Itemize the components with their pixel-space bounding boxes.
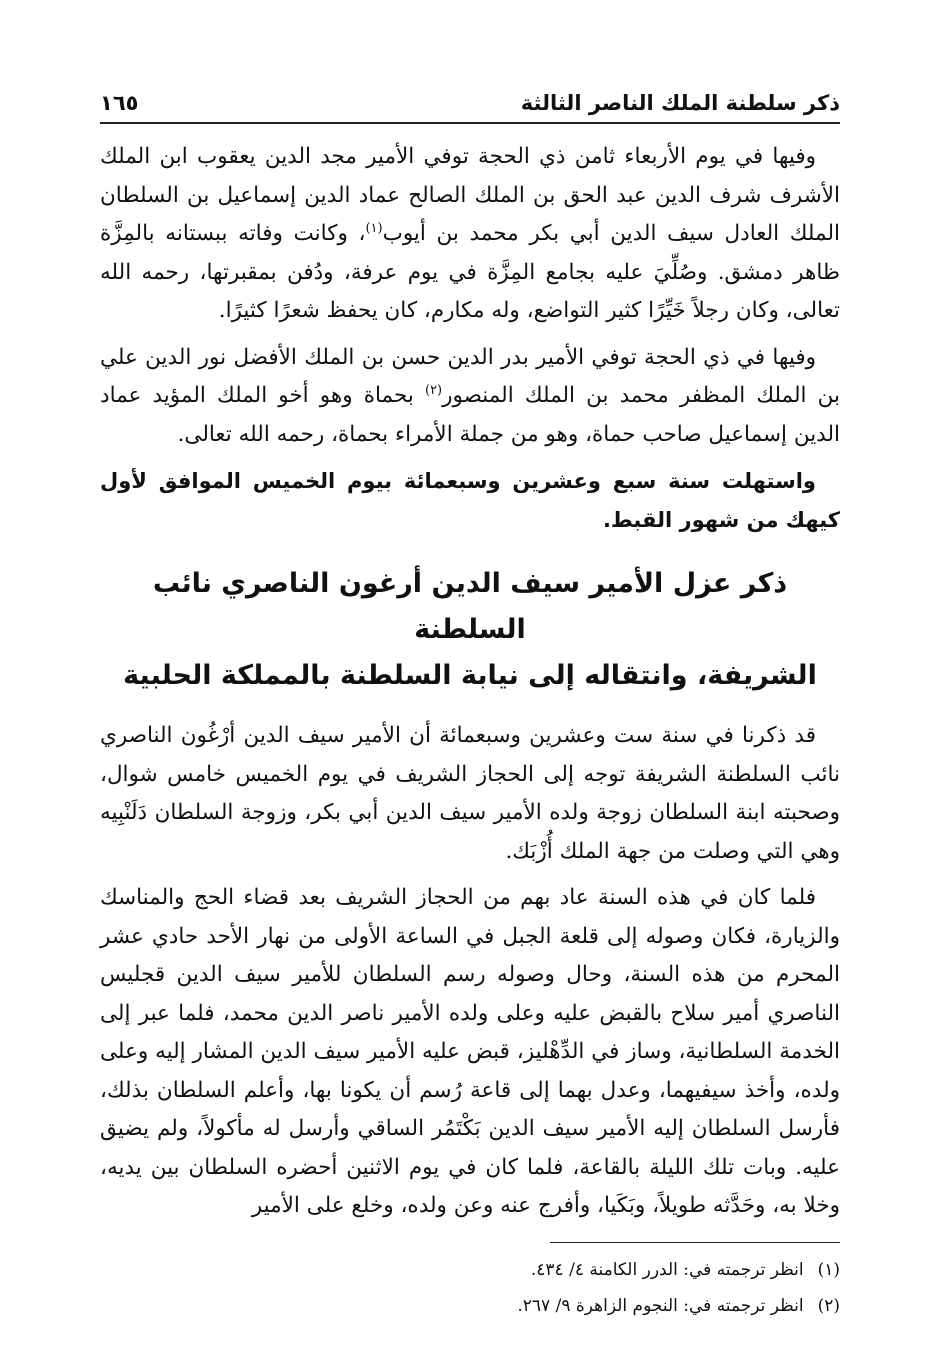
header-rule <box>100 122 840 124</box>
main-text <box>100 138 840 1234</box>
page-number: ١٦٥ <box>100 91 139 115</box>
footnote-number: (٢) <box>817 1296 840 1316</box>
footnote <box>100 1252 840 1288</box>
section-title <box>100 561 840 699</box>
footnote <box>100 1288 840 1324</box>
footnote-reference[interactable]: (١) <box>365 220 383 236</box>
paragraph-text: وفيها في يوم الأربعاء ثامن ذي الحجة توفي الأمير مجد الدين يعقوب ابن الملك الأشرف شرف الدين عبد الحق بن الملك الصالح عماد الدين إسماعيل بن السلطان الملك العادل سيف الدين أبي بكر محمد بن أيوب <box>100 144 841 246</box>
running-head <box>100 88 840 118</box>
footnote-text: انظر ترجمته في: النجوم الزاهرة ٩/ ٢٦٧. <box>517 1296 804 1316</box>
paragraph: فلما كان في هذه السنة عاد بهم من الحجاز الشريف بعد قضاء الحج والمناسك والزيارة، فكان وصوله إلى قلعة الجبل في الساعة الأولى من نهار الأحد حادي عشر المحرم من هذه السنة، وحال وصوله رسم السلطان للأمير سيف الدين قجليس الناصري أمير سلاح بالقبض عليه وعلى ولده الأمير ناصر الدين محمد، فلما عبر إلى الخدمة السلطانية، وساز في الدِّهْليز، قبض عليه الأمير سيف الدين المشار إليه وعلى ولده، وأخذ سيفيهما، وعدل بهما إلى قاعة رُسم أن يكونا بها، وأعلم السلطان بذلك، فأرسل السلطان إليه الأمير سيف الدين بَكْتَمُر الساقي وأرسل له مأكولاً، ولم يضيق عليه. وبات تلك الليلة بالقاعة، فلما كان في يوم الاثنين أحضره السلطان بين يديه، وخلا به، وحَدَّثه طويلاً، وبَكَيا، وأفرج عنه وعن ولده، وخلع على الأمير <box>100 885 840 1218</box>
footnote-reference[interactable]: (٢) <box>424 382 443 398</box>
footnote-number: (١) <box>817 1260 840 1280</box>
paragraph-text: ، وكانت وفاته ببستانه بالمِزَّة ظاهر دمشق. وصُلِّيَ عليه بجامع المِزَّة في يوم عرفة، ودُفن بمقبرتها، رحمه الله تعالى، وكان رجلاً خَيِّرًا كثير التواضع، وله مكارم، كان يحفظ شعرًا كثيرًا. <box>100 221 840 323</box>
running-title: ذكر سلطنة الملك الناصر الثالثة <box>520 91 840 115</box>
footnotes <box>100 1252 840 1324</box>
section-title-line: ذكر عزل الأمير سيف الدين أرغون الناصري نائب السلطنة <box>152 568 788 645</box>
footnote-rule <box>550 1242 840 1243</box>
bold-paragraph: واستهلت سنة سبع وعشرين وسبعمائة بيوم الخميس الموافق لأول كيهك من شهور القبط. <box>100 469 840 532</box>
paragraph: قد ذكرنا في سنة ست وعشرين وسبعمائة أن الأمير سيف الدين أرْغُون الناصري نائب السلطنة الشريفة توجه إلى الحجاز الشريف في يوم الخميس خامس شوال، وصحبته ابنة السلطان زوجة ولده الأمير سيف الدين أبي بكر، وزوجة السلطان دَلَنْبِيه وهي التي وصلت من جهة الملك أُزْبَك. <box>100 723 840 864</box>
paragraph <box>100 138 840 331</box>
paragraph <box>100 339 840 455</box>
paragraph-text: وفيها في ذي الحجة توفي الأمير بدر الدين حسن بن الملك الأفضل نور الدين علي بن الملك المظفر محمد بن الملك المنصور <box>100 344 840 408</box>
footnote-text: انظر ترجمته في: الدرر الكامنة ٤/ ٤٣٤. <box>530 1260 804 1280</box>
paragraph-text: بحماة وهو أخو الملك المؤيد عماد الدين إسماعيل صاحب حماة، وهو من جملة الأمراء بحماة، رحمه الله تعالى. <box>100 383 840 447</box>
section-title-line: الشريفة، وانتقاله إلى نيابة السلطنة بالمملكة الحلبية <box>123 660 817 691</box>
